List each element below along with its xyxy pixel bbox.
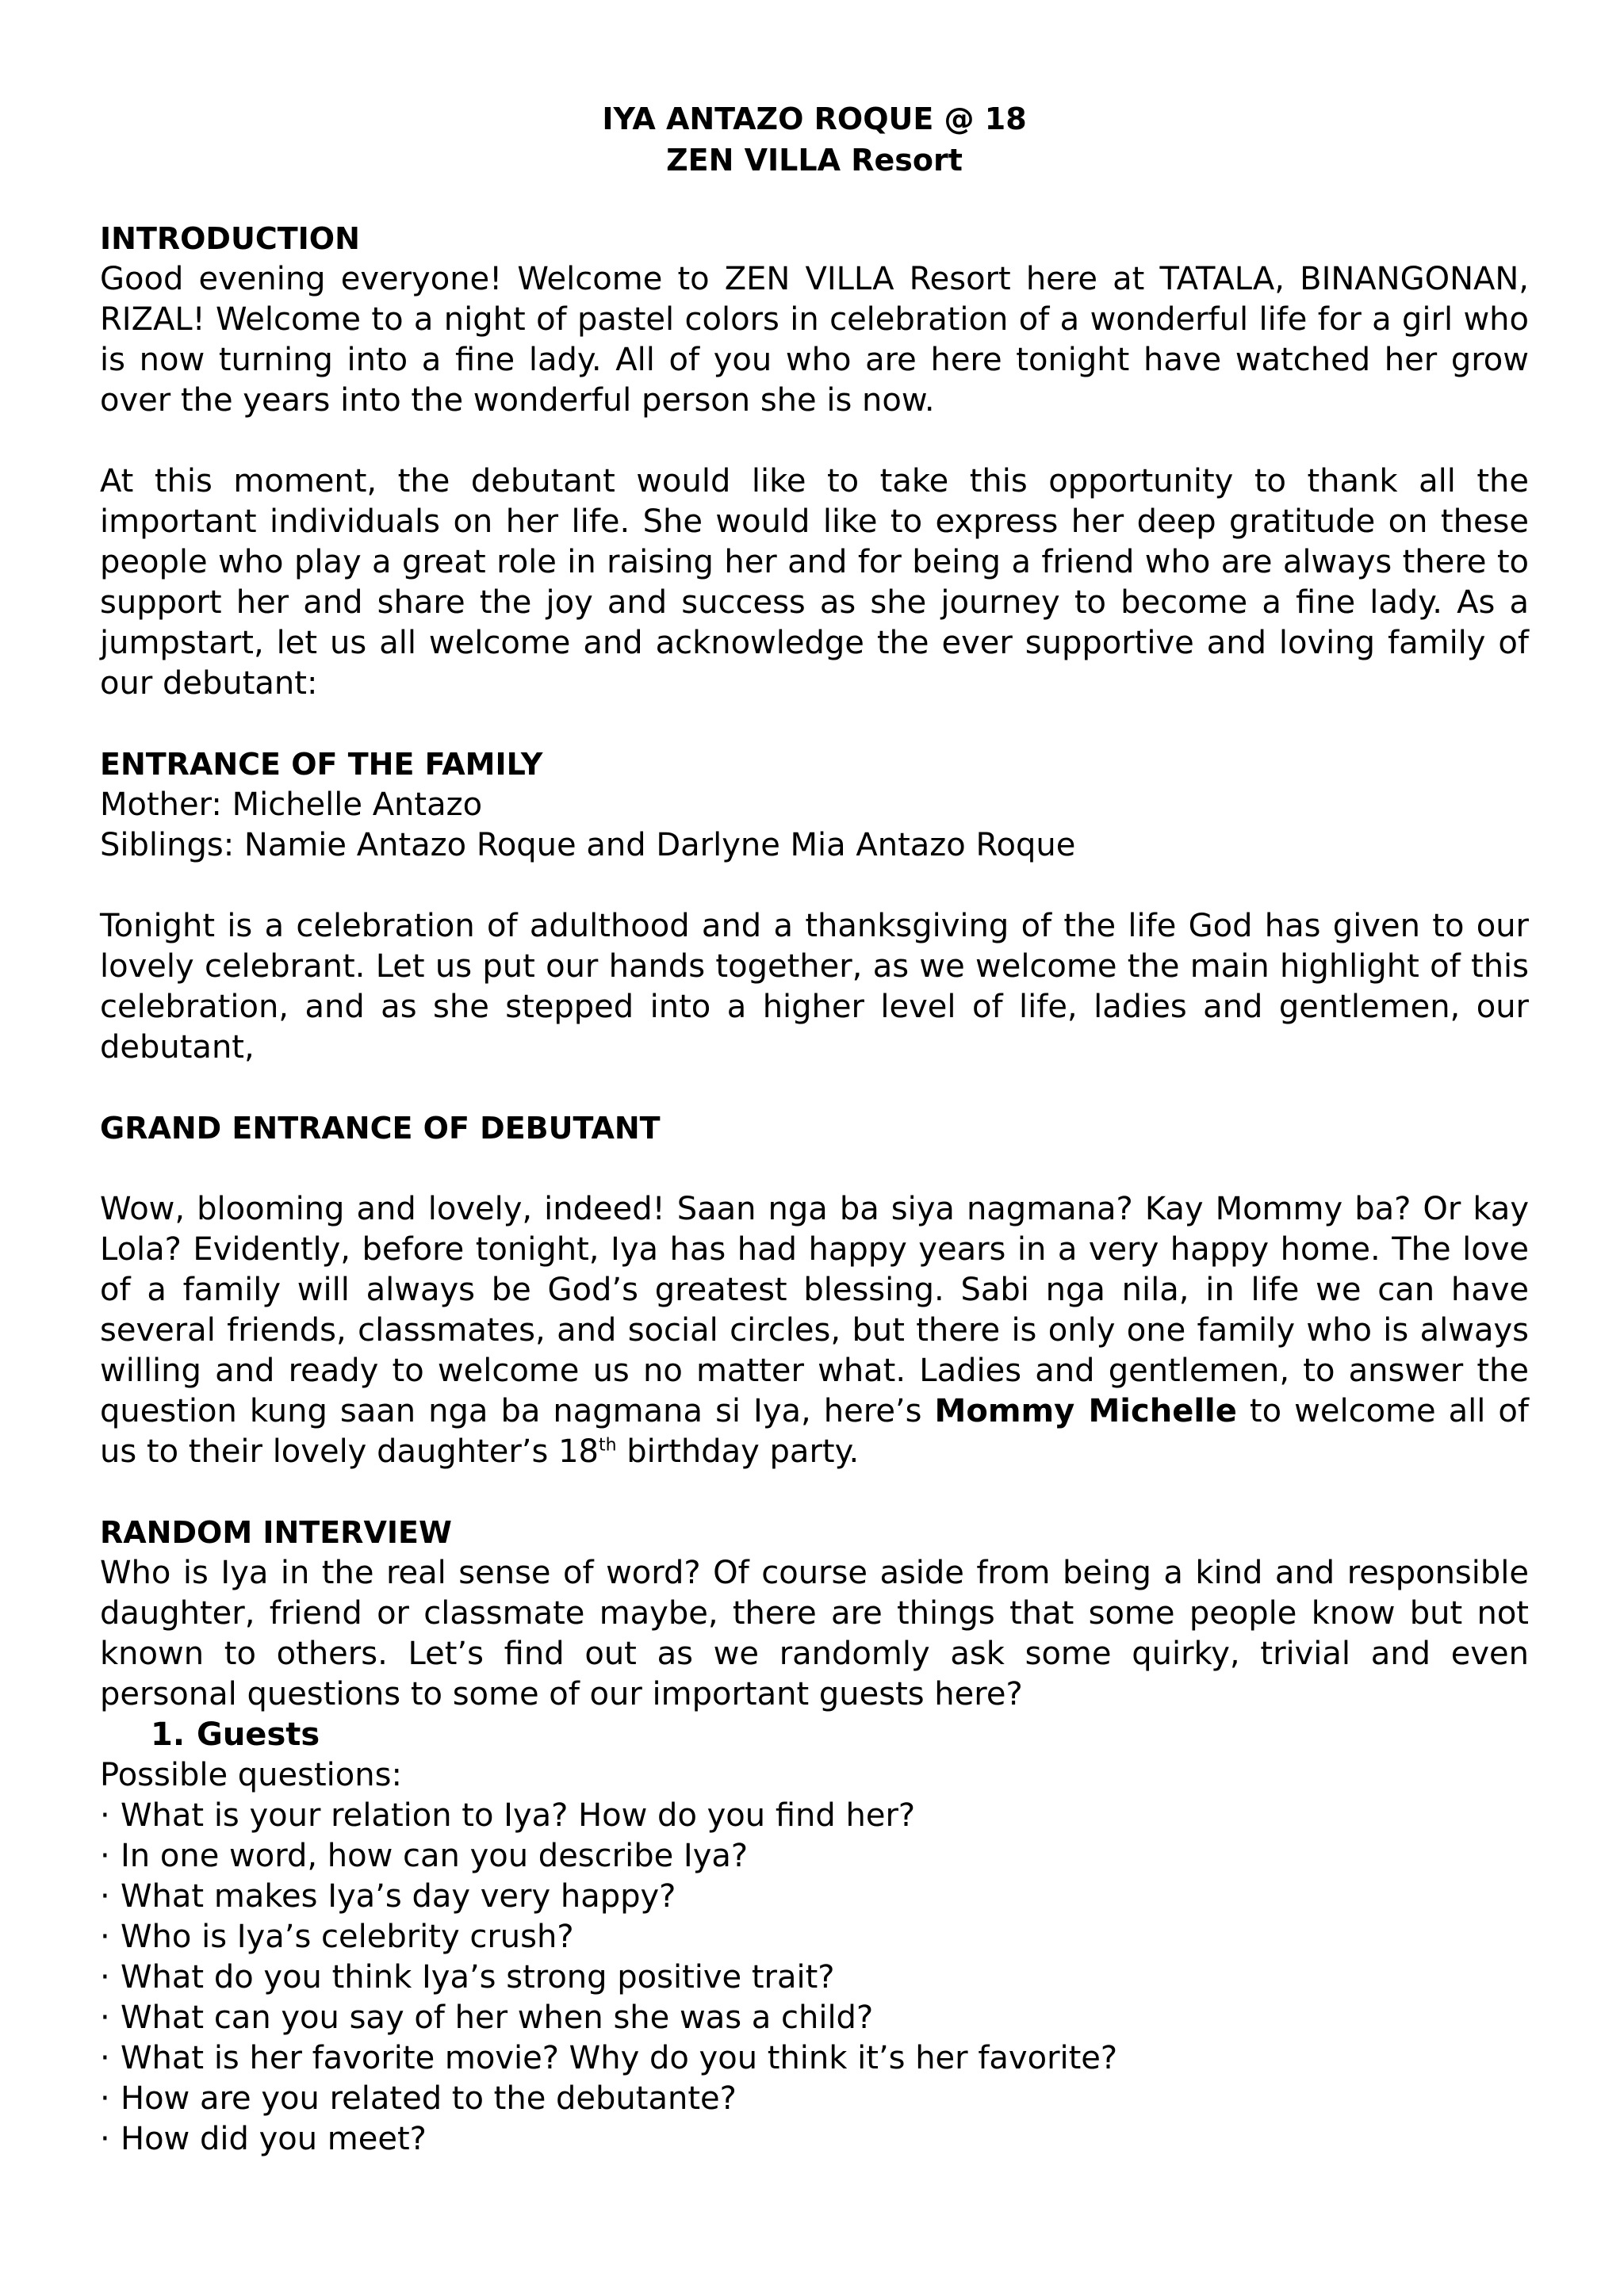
list-item [100,1917,1529,1957]
question-text: What is her favorite movie? Why do you think it’s her favorite? [121,2040,1118,2076]
interview-paragraph: Who is Iya in the real sense of word? Of course aside from being a kind and responsible daughter, friend or classmate maybe, there are things that some people know but not known to others. Let’s find out as we randomly ask some quirky, trivial and even personal questions to some of our important guests here? [100,1555,1529,1712]
bullet-dot: · [100,2121,110,2157]
bullet-dot: · [100,1919,110,1955]
grand-entrance-heading: GRAND ENTRANCE OF DEBUTANT [100,1111,661,1146]
grand-entrance-text-start: Wow, blooming and lovely, indeed! Saan nga ba siya nagmana? Kay Mommy ba? Or kay Lola? Evidently, before tonight, Iya has had happy years in a very happy home. The love of a family will always be God’s greatest blessing. Sabi nga nila, in life we can have several friends, classmates, and social circles, but there is only one family who is always willing and ready to welcome us no matter what. Ladies and gentlemen, to answer the question kung saan nga ba nagmana si Iya, here’s [100,1191,1529,1429]
question-text: How are you related to the debutante? [121,2080,737,2117]
list-item [100,1957,1529,1998]
question-text: What can you say of her when she was a child? [121,1999,874,2036]
bullet-dot: · [100,2080,110,2117]
question-text: What makes Iya’s day very happy? [121,1878,676,1915]
bullet-dot: · [100,1797,110,1834]
question-text: What is your relation to Iya? How do you find her? [121,1797,916,1834]
doc-title-line1: IYA ANTAZO ROQUE @ 18 [602,101,1027,136]
grand-entrance-paragraph [100,1189,1529,1472]
grand-entrance-text-mid: to welcome all of us to their lovely daughter’s 18 [100,1393,1529,1470]
bullet-dot: · [100,1959,110,1996]
numbered-item-guests [100,1715,1529,1755]
grand-entrance-text-end: birthday party. [616,1433,860,1470]
family-heading: ENTRANCE OF THE FAMILY [100,747,543,782]
question-text: What do you think Iya’s strong positive trait? [121,1959,835,1996]
list-item [100,2119,1529,2160]
bullet-dot: · [100,2040,110,2076]
bullet-dot: · [100,1878,110,1915]
possible-questions-label: Possible questions: [100,1757,402,1793]
questions-list [100,1796,1529,2160]
list-item [100,2079,1529,2119]
question-text: In one word, how can you describe Iya? [121,1838,749,1874]
introduction-paragraph-2: At this moment, the debutant would like to take this opportunity to thank all the important individuals on her life. She would like to express her deep gratitude on these people who play a great role in raising her and for being a friend who are always there to support her and share the joy and success as she journey to become a fine lady. As a jumpstart, let us all welcome and acknowledge the ever supportive and loving family of our debutant: [100,463,1529,702]
mommy-michelle-bold: Mommy Michelle [934,1393,1237,1429]
question-text: Who is Iya’s celebrity crush? [121,1919,574,1955]
interview-heading: RANDOM INTERVIEW [100,1515,452,1550]
document-page [100,98,1529,2160]
introduction-heading: INTRODUCTION [100,221,360,256]
question-text: How did you meet? [121,2121,427,2157]
bullet-dot: · [100,1838,110,1874]
family-paragraph: Tonight is a celebration of adulthood and a thanksgiving of the life God has given to our lovely celebrant. Let us put our hands together, as we welcome the main highlight of this celebration, and as she stepped into a higher level of life, ladies and gentlemen, our debutant, [100,908,1529,1066]
list-item [100,1836,1529,1877]
family-mother: Mother: Michelle Antazo [100,786,483,823]
doc-title-line2: ZEN VILLA Resort [666,143,963,178]
list-item [100,1998,1529,2038]
list-item [100,1877,1529,1917]
list-label: Guests [197,1716,320,1753]
list-item [100,2038,1529,2079]
list-item [100,1796,1529,1836]
introduction-paragraph-1: Good evening everyone! Welcome to ZEN VILLA Resort here at TATALA, BINANGONAN, RIZAL! Welcome to a night of pastel colors in celebration of a wonderful life for a girl who is now turning into a fine lady. All of you who are here tonight have watched her grow over the years into the wonderful person she is now. [100,261,1529,419]
family-siblings: Siblings: Namie Antazo Roque and Darlyne Mia Antazo Roque [100,827,1076,863]
ordinal-superscript: th [598,1435,617,1456]
bullet-dot: · [100,1999,110,2036]
list-number: 1. [151,1716,186,1753]
